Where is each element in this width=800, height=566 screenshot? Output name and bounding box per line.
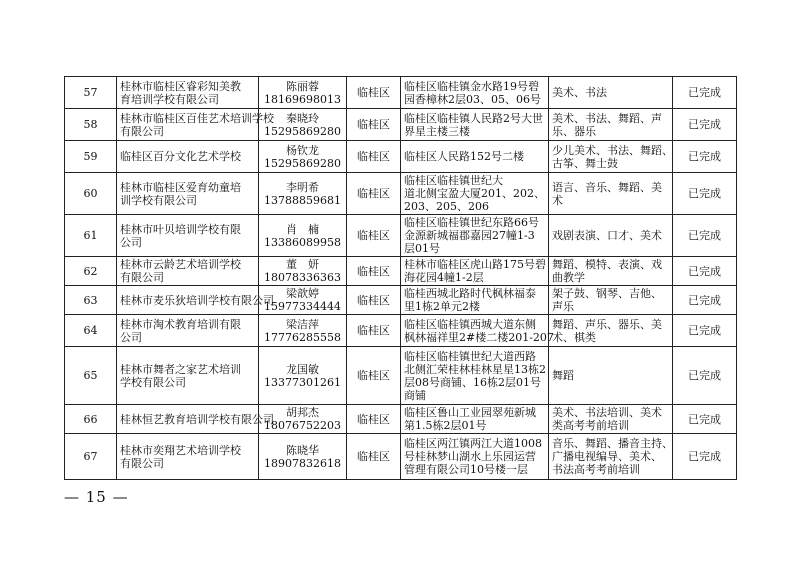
training-scope-line: 语言、音乐、舞蹈、美 (552, 180, 662, 194)
address (401, 109, 549, 141)
address (401, 286, 549, 315)
address-line: 海花园4幢1-2层 (404, 271, 484, 284)
training-scope-line: 舞蹈 (552, 369, 574, 382)
contact-person (259, 257, 347, 286)
address-line: 层08号商铺、16栋2层01号 (404, 375, 541, 389)
address-line: 临桂区临桂镇人民路2号大世 (404, 111, 543, 125)
training-scope (549, 405, 673, 434)
row-number: 59 (65, 141, 117, 173)
institution-name (117, 405, 274, 434)
row-number: 66 (65, 405, 117, 434)
contact-person-line: 13377301261 (264, 375, 341, 389)
address-line: 层01号 (404, 242, 440, 255)
contact-person (259, 173, 347, 215)
training-scope (549, 286, 673, 315)
table-row (65, 77, 737, 109)
institution-name-line: 桂林恒艺教育培训学校有限公司 (120, 412, 274, 426)
status: 已完成 (673, 109, 737, 141)
status: 已完成 (673, 215, 737, 257)
address-line: 金源新城福郡嘉园27幢1-3 (404, 229, 535, 242)
institution-name-line: 桂林市麦乐狄培训学校有限公司 (120, 293, 274, 307)
contact-person (259, 286, 347, 315)
row-number: 62 (65, 257, 117, 286)
address-line: 临桂区人民路152号二楼 (404, 150, 524, 163)
institution-name-line: 有限公司 (120, 456, 164, 470)
institution-name (117, 286, 274, 315)
row-number: 63 (65, 286, 117, 315)
training-scope-line: 类高考考前培训 (552, 419, 629, 432)
district: 临桂区 (347, 215, 401, 257)
table-row (65, 347, 737, 405)
status: 已完成 (673, 286, 737, 315)
table-row (65, 215, 737, 257)
training-scope (549, 77, 673, 109)
institution-name-line: 桂林市奕翔艺术培训学校 (120, 443, 241, 457)
institution-name-line: 桂林市叶贝培训学校有限 (120, 222, 241, 236)
address-line: 园香樟林2层03、05、06号 (404, 92, 541, 106)
contact-person-line: 15295869280 (264, 124, 341, 138)
address-line: 北侧汇荣桂林桂林星星13栋2 (404, 362, 546, 376)
district: 临桂区 (347, 286, 401, 315)
address-line: 临桂区两江镇两江大道1008 (404, 437, 542, 450)
address-line: 里1栋2单元2楼 (404, 300, 480, 313)
training-scope-line: 音乐、舞蹈、播音主持、 (552, 437, 673, 450)
address-line: 商铺 (404, 388, 426, 402)
district: 临桂区 (347, 405, 401, 434)
contact-person-line: 13386089958 (264, 235, 341, 249)
address-line: 第1.5栋2层01号 (404, 419, 487, 432)
institution-name (117, 215, 259, 257)
address (401, 347, 549, 405)
district: 临桂区 (347, 173, 401, 215)
contact-person-line: 杨钦龙 (286, 143, 319, 157)
training-scope-line: 架子鼓、钢琴、吉他、 (552, 287, 662, 300)
institution-name-line: 公司 (120, 330, 142, 344)
training-scope-line: 曲教学 (552, 271, 585, 284)
institution-name (117, 434, 259, 480)
institution-name-line: 训学校有限公司 (120, 193, 197, 207)
contact-person-line: 13788859681 (264, 193, 341, 207)
registry-rows (65, 77, 737, 480)
address-line: 203、205、206 (404, 200, 489, 213)
address-line: 枫林福祥里2#楼二楼201-207 (404, 330, 554, 344)
institution-name (117, 315, 259, 347)
row-number: 58 (65, 109, 117, 141)
address-line: 临桂西城北路时代枫林福泰 (404, 287, 536, 300)
institution-name-line: 公司 (120, 235, 142, 249)
address (401, 257, 549, 286)
status: 已完成 (673, 141, 737, 173)
training-scope (549, 257, 673, 286)
training-scope-line: 美术、书法 (552, 86, 607, 99)
contact-person (259, 315, 347, 347)
table-row (65, 141, 737, 173)
training-scope (549, 315, 673, 347)
address-line: 道北侧宝盈大厦201、202、 (404, 187, 545, 200)
institution-name-line: 桂林市淘术教育培训有限 (120, 317, 241, 331)
table-row (65, 173, 737, 215)
district: 临桂区 (347, 257, 401, 286)
institution-name (117, 109, 274, 141)
institution-name-line: 桂林市临桂区睿彩知美教 (120, 79, 241, 93)
address (401, 405, 549, 434)
training-scope (549, 434, 673, 480)
status: 已完成 (673, 173, 737, 215)
contact-person-line: 龙国敏 (286, 362, 319, 376)
address-line: 界星主楼三楼 (404, 124, 470, 138)
contact-person-line: 梁洁萍 (286, 317, 319, 331)
row-number: 57 (65, 77, 117, 109)
contact-person-line: 肖 楠 (286, 222, 319, 236)
training-scope-line: 声乐 (552, 300, 574, 313)
training-scope-line: 少儿美术、书法、舞蹈、 (552, 143, 673, 157)
training-scope (549, 173, 673, 215)
address-line: 管理有限公司10号楼一层 (404, 463, 528, 476)
contact-person-line: 梁歆婷 (286, 287, 319, 300)
contact-person-line: 18076752203 (264, 419, 341, 432)
contact-person-line: 董 妍 (286, 258, 319, 271)
registry-table (64, 76, 737, 480)
contact-person-line: 18169698013 (264, 92, 341, 106)
row-number: 65 (65, 347, 117, 405)
training-scope-line: 戏剧表演、口才、美术 (552, 229, 662, 242)
training-scope (549, 109, 673, 141)
contact-person-line: 17776285558 (264, 330, 341, 344)
district: 临桂区 (347, 434, 401, 480)
contact-person (259, 434, 347, 480)
training-scope-line: 古筝、舞士鼓 (552, 156, 618, 170)
address-line: 桂林市临桂区虎山路175号碧 (404, 258, 546, 271)
contact-person-line: 陈晓华 (286, 443, 319, 457)
institution-name-line: 桂林市舞者之家艺术培训 (120, 362, 241, 376)
address (401, 434, 549, 480)
training-scope (549, 215, 673, 257)
institution-name-line: 临桂区百分文化艺术学校 (120, 150, 241, 163)
contact-person-line: 陈丽蓉 (286, 79, 319, 93)
training-scope-line: 美术、书法培训、美术 (552, 406, 662, 419)
training-scope (549, 347, 673, 405)
address-line: 临桂区临桂镇世纪大道西路 (404, 349, 536, 363)
training-scope-line: 美术、书法、舞蹈、声 (552, 111, 662, 125)
address-line: 临桂区临桂镇西城大道东侧 (404, 317, 536, 331)
institution-name-line: 桂林市临桂区百佳艺术培训学校 (120, 111, 274, 125)
institution-name (117, 347, 259, 405)
address (401, 141, 549, 173)
contact-person-line: 18907832618 (264, 456, 341, 470)
row-number: 61 (65, 215, 117, 257)
training-scope-line: 乐、器乐 (552, 124, 596, 138)
address-line: 临桂区临桂镇世纪东路66号 (404, 216, 539, 229)
table-row (65, 315, 737, 347)
contact-person (259, 141, 347, 173)
contact-person (259, 405, 347, 434)
training-scope-line: 书法高考考前培训 (552, 463, 640, 476)
table-row (65, 286, 737, 315)
address-line: 临桂区临桂镇金水路19号碧 (404, 79, 539, 93)
institution-name-line: 桂林市临桂区爱育幼童培 (120, 180, 241, 194)
training-scope (549, 141, 673, 173)
status: 已完成 (673, 347, 737, 405)
contact-person (259, 215, 347, 257)
contact-person-line: 15295869280 (264, 156, 341, 170)
table-row (65, 405, 737, 434)
institution-name (117, 257, 259, 286)
institution-name-line: 学校有限公司 (120, 375, 186, 389)
training-scope-line: 术、棋类 (552, 330, 596, 344)
status: 已完成 (673, 257, 737, 286)
status: 已完成 (673, 315, 737, 347)
contact-person (259, 77, 347, 109)
district: 临桂区 (347, 109, 401, 141)
contact-person (259, 347, 347, 405)
page-number: — 15 — (64, 488, 129, 506)
row-number: 67 (65, 434, 117, 480)
address (401, 77, 549, 109)
contact-person-line: 胡邦杰 (286, 406, 319, 419)
institution-name (117, 141, 259, 173)
institution-name (117, 77, 259, 109)
status: 已完成 (673, 77, 737, 109)
status: 已完成 (673, 434, 737, 480)
contact-person-line: 15977334444 (264, 300, 341, 313)
district: 临桂区 (347, 315, 401, 347)
address (401, 173, 549, 215)
training-scope-line: 舞蹈、声乐、器乐、美 (552, 317, 662, 331)
district: 临桂区 (347, 347, 401, 405)
status: 已完成 (673, 405, 737, 434)
address-line: 号桂林梦山湖水上乐园运营 (404, 450, 536, 463)
training-scope-line: 广播电视编导、美术、 (552, 450, 662, 463)
table-row (65, 109, 737, 141)
training-scope-line: 术 (552, 193, 563, 207)
institution-name-line: 育培训学校有限公司 (120, 92, 219, 106)
training-scope-line: 舞蹈、模特、表演、戏 (552, 258, 662, 271)
institution-name-line: 有限公司 (120, 124, 164, 138)
address (401, 315, 554, 347)
address (401, 215, 549, 257)
contact-person-line: 李明希 (286, 180, 319, 194)
district: 临桂区 (347, 77, 401, 109)
institution-name-line: 有限公司 (120, 271, 164, 284)
table-row (65, 434, 737, 480)
row-number: 60 (65, 173, 117, 215)
institution-name-line: 桂林市云龄艺术培训学校 (120, 258, 241, 271)
address-line: 临桂区鲁山工业园翠苑新城 (404, 406, 536, 419)
institution-name (117, 173, 259, 215)
contact-person-line: 18078336363 (264, 271, 341, 284)
row-number: 64 (65, 315, 117, 347)
district: 临桂区 (347, 141, 401, 173)
contact-person-line: 秦晓玲 (286, 111, 319, 125)
table-row (65, 257, 737, 286)
address-line: 临桂区临桂镇世纪大 (404, 174, 503, 187)
